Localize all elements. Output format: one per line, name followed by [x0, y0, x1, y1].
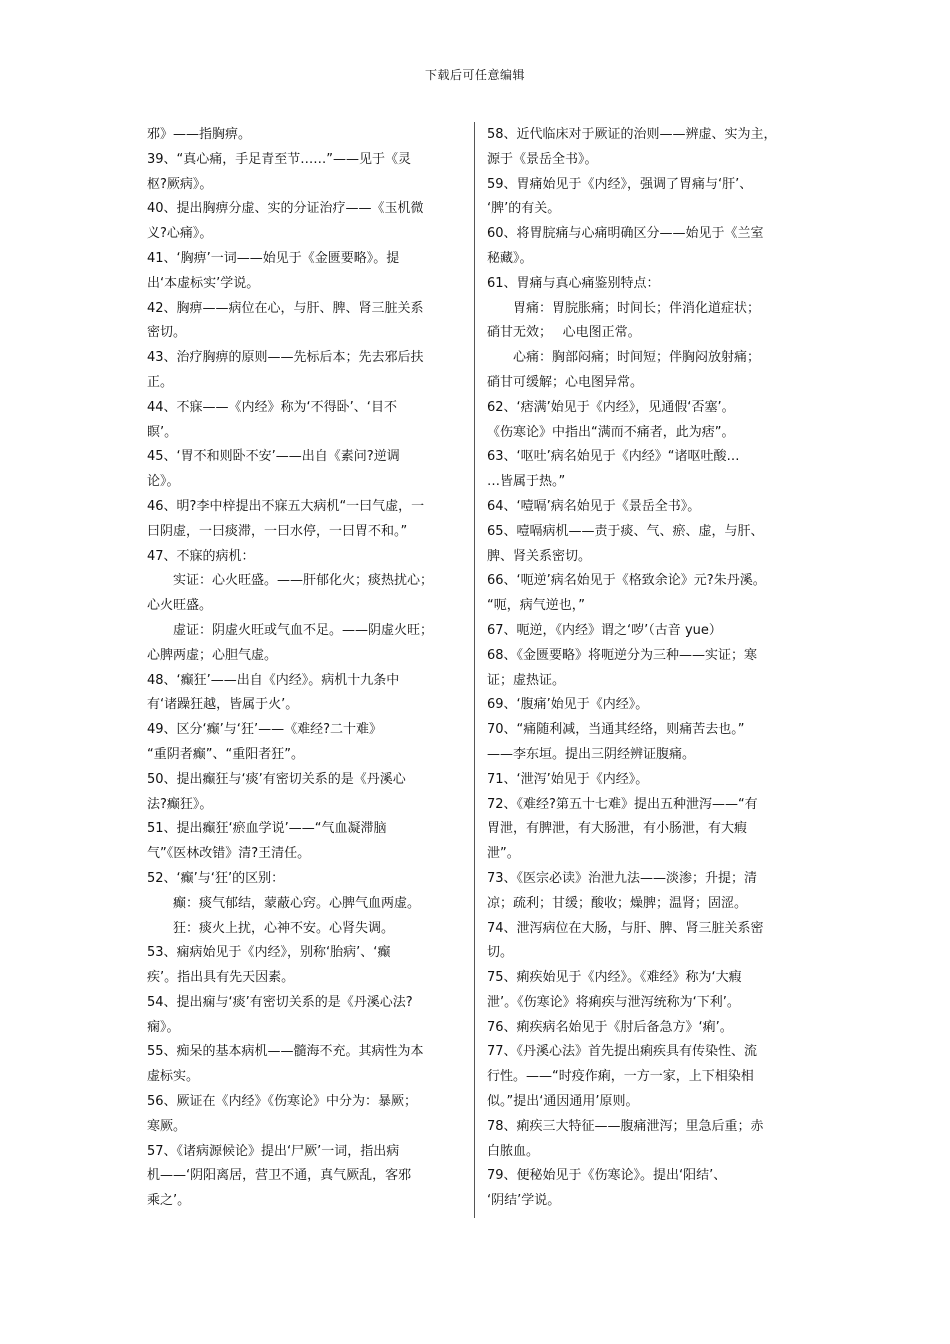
text-line: ‘脾’的有关。: [487, 201, 561, 217]
text-line: 66、‘呃逆’病名始见于《格致余论》元?朱丹溪。: [487, 573, 766, 589]
text-line: 50、提出癫狂与‘痰’有密切关系的是《丹溪心: [147, 771, 406, 787]
text-line: 68、《金匮要略》将呃逆分为三种——实证；寒: [487, 647, 758, 663]
text-line: …皆属于热。”: [487, 474, 566, 490]
text-line: 切。: [487, 945, 514, 961]
text-line: 泄”。: [487, 846, 520, 862]
text-line: 胃泄，有脾泄，有大肠泄，有小肠泄，有大瘕: [487, 821, 748, 837]
text-line: 77、《丹溪心法》首先提出痢疾具有传染性、流: [487, 1044, 758, 1060]
text-line: 脾、肾关系密切。: [487, 548, 592, 564]
text-line: 泄’。《伤寒论》将痢疾与泄泻统称为‘下利’。: [487, 994, 740, 1010]
text-line: 58、近代临床对于厥证的治则——辨虚、实为主，: [487, 127, 777, 142]
text-line: 60、将胃脘痛与心痛明确区分——始见于《兰室: [487, 226, 764, 242]
text-line: 义?心痛》。: [147, 226, 213, 242]
text-line: 似。”提出‘通因通用’原则。: [487, 1094, 639, 1110]
text-line: 53、痫病始见于《内经》，别称‘胎病’、‘癫: [147, 945, 391, 961]
text-line: 39、“真心痛，手足青至节……”——见于《灵: [147, 151, 412, 167]
text-line: 乘之’。: [147, 1193, 191, 1209]
text-line: 72、《难经?第五十七难》提出五种泄泻——“有: [487, 796, 758, 812]
page-header: 下载后可任意编辑: [424, 68, 525, 82]
text-line: 疾’。指出具有先天因素。: [147, 970, 295, 986]
text-line: 实证：心火旺盛。——肝郁化火；痰热扰心；: [173, 573, 434, 589]
text-line: 行性。——“时疫作痢，一方一家，上下相染相: [487, 1069, 754, 1085]
text-line: 41、‘胸痹’一词——始见于《金匮要略》。提: [147, 250, 400, 266]
text-line: 曰阴虚，一曰痰滞，一曰水停，一曰胃不和。”: [147, 523, 408, 539]
text-line: 寒厥。: [147, 1118, 187, 1134]
text-line: 胃痛：胃脘胀痛；时间长；伴消化道症状；: [513, 300, 761, 316]
text-line: 邪》——指胸痹。: [147, 127, 252, 142]
text-line: “重阴者癫”、“重阳者狂”。: [147, 746, 304, 762]
text-line: 47、不寐的病机：: [147, 548, 255, 564]
text-line: 63、‘呕吐’病名始见于《内经》“诸呕吐酸…: [487, 449, 740, 465]
text-line: 秘藏》。: [487, 250, 533, 266]
text-line: 硝甘可缓解；心电图异常。: [487, 374, 644, 390]
text-line: 65、噎嗝病机——责于痰、气、瘀、虚，与肝、: [487, 523, 764, 539]
text-line: 52、‘癫’与‘狂’的区别：: [147, 870, 285, 886]
text-line: 78、痢疾三大特征——腹痛泄泻；里急后重；赤: [487, 1118, 764, 1134]
text-line: 气”《医林改错》清?王清任。: [147, 846, 311, 862]
text-line: 瞑’。: [147, 424, 178, 440]
text-line: 源于《景岳全书》。: [487, 151, 598, 167]
text-line: 法?癫狂》。: [147, 796, 213, 812]
text-line: 74、泄泻病位在大肠，与肝、脾、肾三脏关系密: [487, 920, 764, 936]
text-line: 64、‘噎嗝’病名始见于《景岳全书》。: [487, 498, 701, 514]
text-line: 痫》。: [147, 1019, 180, 1035]
text-line: 79、便秘始见于《伤寒论》。提出‘阳结’、: [487, 1168, 727, 1184]
text-line: 55、痴呆的基本病机——髓海不充。其病性为本: [147, 1044, 424, 1060]
text-line: 56、厥证在《内经》《伤寒论》中分为：暴厥；: [147, 1094, 418, 1110]
text-line: 42、胸痹——病位在心，与肝、脾、肾三脏关系: [147, 300, 424, 316]
text-line: 44、不寐——《内经》称为‘不得卧’、‘目不: [147, 399, 397, 415]
text-line: 62、‘痞满’始见于《内经》，见通假‘否塞’。: [487, 399, 735, 415]
text-line: 73、《医宗必读》治泄九法——淡渗；升提；清: [487, 870, 758, 886]
text-line: 白脓血。: [487, 1143, 540, 1159]
text-line: 71、‘泄泻’始见于《内经》。: [487, 771, 649, 787]
text-line: 正。: [147, 374, 174, 390]
text-line: 76、痢疾病名始见于《肘后备急方》‘痢’。: [487, 1019, 733, 1035]
text-line: 出‘本虚标实’学说。: [147, 275, 260, 291]
text-line: 虚证：阴虚火旺或气血不足。——阴虚火旺；: [173, 622, 434, 638]
text-line: 论》。: [147, 474, 180, 490]
text-line: 70、“痛随利减，当通其经络，则痛苦去也。”: [487, 722, 745, 738]
text-line: 75、痢疾始见于《内经》。《难经》称为‘大瘕: [487, 970, 742, 986]
text-line: 67、呃逆，《内经》谓之‘哕’（古音 yue）: [487, 622, 722, 638]
text-line: 密切。: [147, 325, 187, 341]
text-line: 证；虚热证。: [487, 672, 566, 688]
text-line: 59、胃痛始见于《内经》，强调了胃痛与‘肝’、: [487, 176, 753, 192]
text-line: “呃，病气逆也，”: [487, 598, 585, 614]
text-line: 机——‘阴阳离居，营卫不通，真气厥乱，客邪: [147, 1168, 412, 1184]
text-line: 69、‘腹痛’始见于《内经》。: [487, 697, 649, 713]
left-column: [147, 123, 467, 1214]
column-divider: [474, 122, 475, 1218]
text-line: 48、‘癫狂’——出自《内经》。病机十九条中: [147, 672, 400, 688]
text-line: 57、《诸病源候论》提出‘尸厥’一词，指出病: [147, 1143, 400, 1159]
text-line: 狂：痰火上扰，心神不安。心肾失调。: [173, 920, 395, 936]
text-line: 枢?厥病》。: [147, 176, 213, 192]
text-line: 心痛：胸部闷痛；时间短；伴胸闷放射痛；: [513, 350, 761, 366]
text-line: 心火旺盛。: [147, 598, 213, 614]
text-line: 《伤寒论》中指出“满而不痛者，此为痞”。: [487, 424, 735, 440]
text-line: 40、提出胸痹分虚、实的分证治疗——《玉机微: [147, 201, 424, 217]
text-line: 心脾两虚；心胆气虚。: [147, 647, 278, 663]
text-line: 43、治疗胸痹的原则——先标后本；先去邪后扶: [147, 350, 424, 366]
text-line: 45、‘胃不和则卧不安’——出自《素问?逆调: [147, 449, 400, 465]
right-column: [487, 123, 812, 1214]
text-line: 46、明?李中梓提出不寐五大病机“一曰气虚，一: [147, 498, 425, 514]
text-line: 癫：痰气郁结，蒙蔽心窍。心脾气血两虚。: [173, 895, 421, 911]
text-line: 硝甘无效； 心电图正常。: [487, 325, 641, 341]
text-line: ‘阴结’学说。: [487, 1193, 561, 1209]
text-line: 54、提出痫与‘痰’有密切关系的是《丹溪心法?: [147, 994, 413, 1010]
text-line: 凉；疏利；甘缓；酸收；燥脾；温肾；固涩。: [487, 895, 748, 911]
text-line: 51、提出癫狂‘瘀血学说’——“气血凝滞脑: [147, 821, 387, 837]
text-line: 虚标实。: [147, 1069, 200, 1085]
text-line: ——李东垣。提出三阴经辨证腹痛。: [487, 746, 696, 762]
text-line: 49、区分‘癫’与‘狂’——《难经?二十难》: [147, 722, 382, 738]
text-line: 61、胃痛与真心痛鉴别特点：: [487, 275, 660, 291]
text-line: 有‘诸躁狂越，皆属于火’。: [147, 697, 299, 713]
